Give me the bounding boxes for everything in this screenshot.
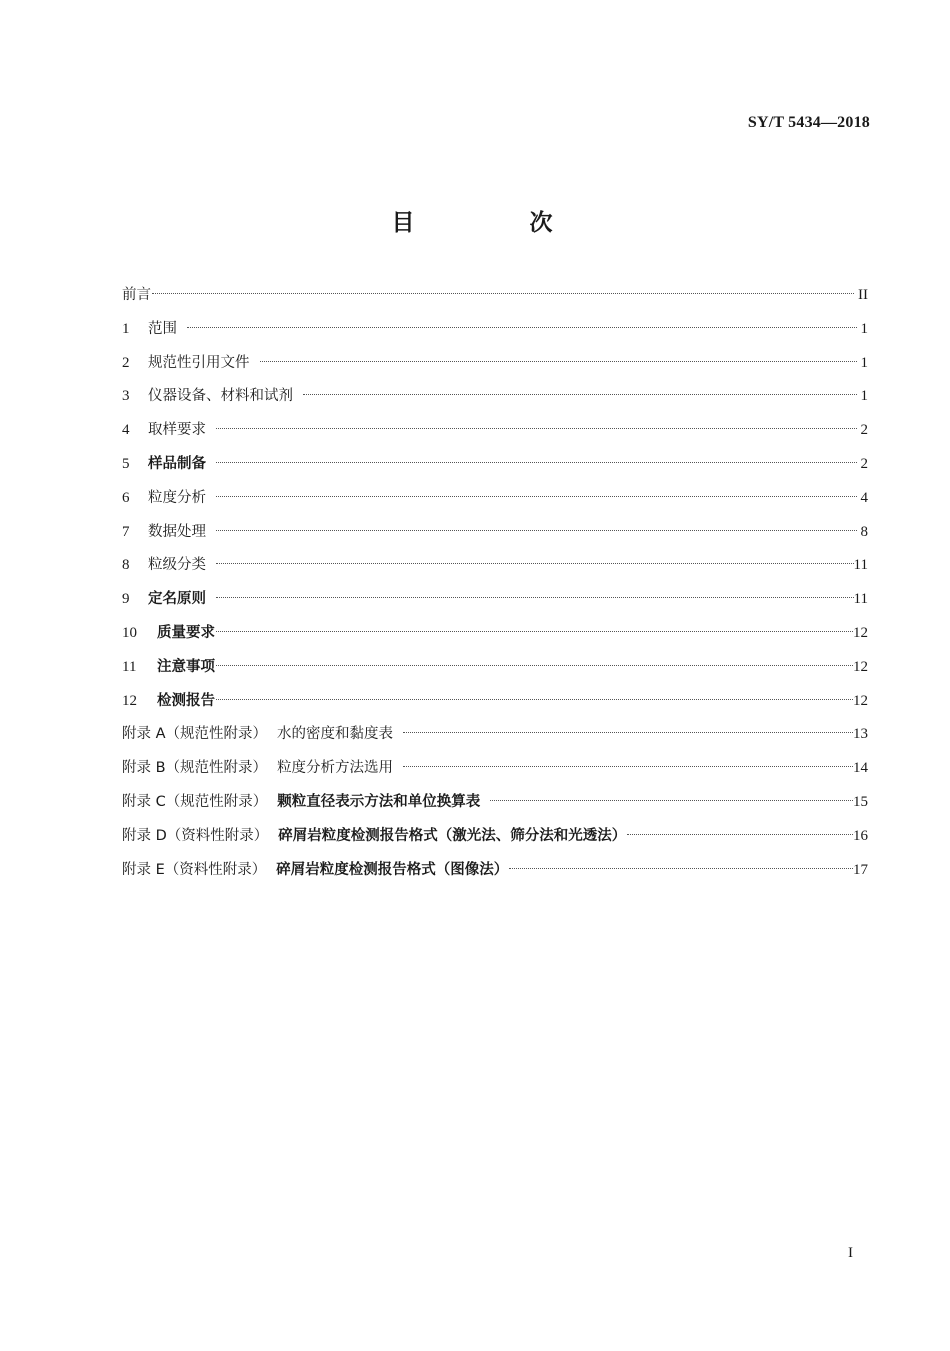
toc-entry-page: 15	[853, 793, 868, 810]
toc-entry-number: 10	[122, 624, 137, 641]
toc-entry-page: 1	[860, 320, 868, 337]
toc-entry-number: 4	[122, 422, 130, 439]
toc-entry-label: 样品制备	[148, 455, 206, 472]
toc-appendix-prefix: 附录 A（规范性附录）	[122, 726, 268, 743]
toc-entry-number: 11	[122, 658, 137, 675]
toc-entry-appendix-a[interactable]	[122, 721, 868, 755]
toc-entry-label: 粒度分析	[148, 489, 206, 506]
toc-entry-number: 5	[122, 455, 130, 472]
dot-leader	[216, 462, 857, 463]
toc-entry-preface[interactable]	[122, 282, 868, 316]
toc-entry-4[interactable]	[122, 417, 868, 451]
toc-entry-label: 检测报告	[157, 692, 215, 709]
dot-leader	[509, 868, 853, 869]
dot-leader	[187, 327, 857, 328]
toc-entry-11[interactable]	[122, 654, 868, 688]
toc-entry-number: 2	[122, 354, 130, 371]
standard-code: SY/T 5434—2018	[747, 114, 870, 131]
toc-title: 目 次	[391, 210, 599, 236]
toc-entry-3[interactable]	[122, 383, 868, 417]
toc-entry-label: 范围	[148, 320, 177, 337]
dot-leader	[216, 563, 854, 564]
dot-leader	[216, 665, 853, 666]
dot-leader	[216, 597, 854, 598]
toc-entry-number: 12	[122, 692, 137, 709]
toc-entry-label: 数据处理	[148, 523, 206, 540]
dot-leader	[216, 496, 857, 497]
toc-entry-page: 14	[853, 760, 868, 777]
toc-entry-appendix-d[interactable]	[122, 823, 868, 857]
toc-entry-5[interactable]	[122, 451, 868, 485]
dot-leader	[216, 530, 857, 531]
toc-entry-label: 取样要求	[148, 422, 206, 439]
toc-entry-appendix-c[interactable]	[122, 789, 868, 823]
toc-entry-9[interactable]	[122, 586, 868, 620]
toc-entry-page: 17	[853, 861, 868, 878]
toc-entry-number: 6	[122, 489, 130, 506]
toc-entry-number: 3	[122, 388, 130, 405]
toc-entry-label: 碎屑岩粒度检测报告格式（图像法）	[276, 861, 509, 878]
toc-entry-page: 16	[853, 827, 868, 844]
dot-leader	[216, 699, 853, 700]
toc-entry-7[interactable]	[122, 519, 868, 553]
dot-leader	[216, 428, 857, 429]
dot-leader	[260, 361, 857, 362]
toc-entry-page: 11	[853, 557, 868, 574]
table-of-contents	[122, 282, 868, 890]
toc-entry-page: 12	[853, 624, 868, 641]
toc-entry-page: 12	[853, 658, 868, 675]
toc-entry-number: 7	[122, 523, 130, 540]
dot-leader	[303, 394, 857, 395]
toc-entry-12[interactable]	[122, 688, 868, 722]
toc-entry-page: 13	[853, 726, 868, 743]
toc-entry-page: 12	[853, 692, 868, 709]
toc-appendix-prefix: 附录 B（规范性附录）	[122, 760, 268, 777]
toc-entry-label: 前言	[122, 287, 151, 303]
toc-entry-number: 1	[122, 320, 130, 337]
page-number: I	[848, 1245, 853, 1261]
toc-entry-appendix-b[interactable]	[122, 755, 868, 789]
toc-entry-page: 1	[860, 388, 868, 405]
toc-entry-label: 颗粒直径表示方法和单位换算表	[277, 793, 481, 810]
toc-entry-label: 粒级分类	[148, 557, 206, 574]
toc-entry-label: 粒度分析方法选用	[277, 760, 394, 777]
toc-entry-6[interactable]	[122, 485, 868, 519]
toc-entry-label: 定名原则	[148, 591, 206, 608]
dot-leader	[490, 800, 853, 801]
toc-entry-label: 规范性引用文件	[148, 354, 250, 371]
toc-entry-appendix-e[interactable]	[122, 857, 868, 891]
toc-entry-1[interactable]	[122, 316, 868, 350]
toc-appendix-prefix: 附录 E（资料性附录）	[122, 861, 267, 878]
toc-entry-label: 注意事项	[157, 658, 215, 675]
toc-entry-number: 8	[122, 557, 130, 574]
toc-entry-2[interactable]	[122, 350, 868, 384]
toc-entry-label: 碎屑岩粒度检测报告格式（激光法、筛分法和光透法）	[278, 827, 627, 844]
toc-entry-page: 2	[860, 455, 868, 472]
dot-leader	[627, 834, 853, 835]
dot-leader	[216, 631, 853, 632]
dot-leader	[403, 766, 853, 767]
dot-leader	[403, 732, 853, 733]
toc-entry-page: II	[858, 287, 868, 303]
toc-entry-page: 2	[860, 422, 868, 439]
toc-entry-10[interactable]	[122, 620, 868, 654]
toc-entry-8[interactable]	[122, 552, 868, 586]
toc-appendix-prefix: 附录 D（资料性附录）	[122, 827, 269, 844]
toc-entry-page: 4	[860, 489, 868, 506]
toc-appendix-prefix: 附录 C（规范性附录）	[122, 793, 268, 810]
toc-entry-label: 水的密度和黏度表	[277, 726, 394, 743]
toc-entry-number: 9	[122, 591, 130, 608]
dot-leader	[152, 293, 854, 294]
toc-entry-page: 1	[860, 354, 868, 371]
toc-entry-label: 仪器设备、材料和试剂	[148, 388, 293, 405]
toc-entry-page: 8	[860, 523, 868, 540]
toc-entry-label: 质量要求	[157, 624, 215, 641]
toc-entry-page: 11	[853, 591, 868, 608]
